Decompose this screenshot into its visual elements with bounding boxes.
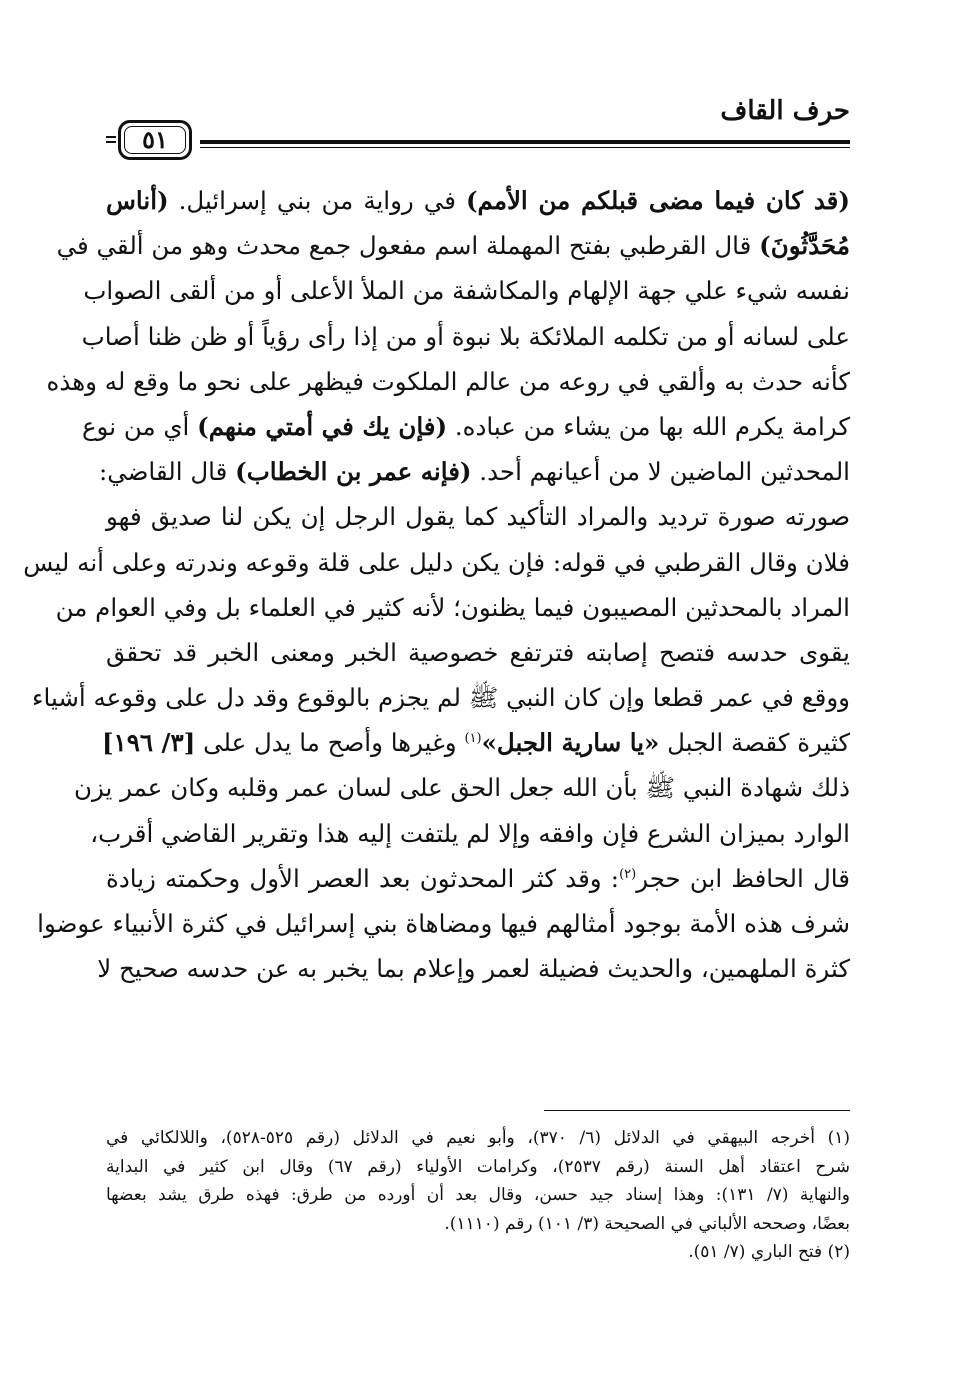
text-line: كرامة يكرم الله بها من يشاء من عباده. (فإن يك في أمتي منهم) أي من نوع <box>81 411 850 441</box>
text-line: المحدثين الماضين لا من أعيانهم أحد. (فإنه عمر بن الخطاب) قال القاضي: <box>98 457 850 487</box>
hadith-quote: (فإنه عمر بن الخطاب) <box>235 457 472 487</box>
header-rule <box>200 140 850 150</box>
text-line: يقوى حدسه فتصح إصابته فترتفع خصوصية الخبر ومعنى الخبر قد تحقق <box>106 637 850 667</box>
text-line: (قد كان فيما مضى قبلكم من الأمم) في رواية من بني إسرائيل. (أناس <box>106 186 850 215</box>
hadith-quote: «يا سارية الجبل» <box>481 728 660 758</box>
text-line: مُحَدَّثُونَ) قال القرطبي بفتح المهملة اسم مفعول جمع محدث وهو من ألقي في <box>56 231 850 261</box>
text-line: قال الحافظ ابن حجر$^{(٢)}$: وقد كثر المحدثون بعد العصر الأول وحكمته زيادة <box>106 863 850 893</box>
footnote-line: بعضًا، وصححه الألباني في الصحيحة (٣/ ١٠١) رقم (١١١٠). <box>444 1213 850 1234</box>
hadith-quote: (قد كان فيما مضى قبلكم من الأمم) <box>465 186 850 215</box>
header-rule-thin <box>200 147 850 148</box>
hadith-quote: مُحَدَّثُونَ) <box>759 231 850 261</box>
footnotes <box>106 1124 850 1267</box>
text-line: على لسانه أو من تكلمه الملائكة بلا نبوة أو من إذا رأى رؤياً أو ظن ظنا أصاب <box>81 321 850 351</box>
body-text <box>23 178 850 991</box>
footnote-line: (١) أخرجه البيهقي في الدلائل (٦/ ٣٧٠)، وأبو نعيم في الدلائل (رقم ٥٢٥-٥٢٨)، واللالكائي في <box>106 1128 850 1148</box>
footnote-line: شرح اعتقاد أهل السنة (رقم ٢٥٣٧)، وكرامات الأولياء (رقم ٦٧) وقال ابن كثير في البداية <box>106 1156 851 1177</box>
footnote-line: والنهاية (٧/ ١٣١): وهذا إسناد جيد حسن، وقال بعد أن أورده من طرق: فهذه طرق يشد بعضها <box>106 1185 850 1205</box>
volume-page-marker: [٣/ ١٩٦] <box>101 728 196 758</box>
header-rule-thick <box>200 140 850 144</box>
text-line: كثيرة كقصة الجبل «يا سارية الجبل»$^{(١)}$ وغيرها وأصح ما يدل على [٣/ ١٩٦] <box>101 728 850 758</box>
page-number: ٥١ <box>142 125 168 154</box>
text-line: المراد بالمحدثين المصيبون فيما يظنون؛ لأنه كثير في العلماء بل وفي العوام من <box>55 592 850 622</box>
text-line: صورته صورة ترديد والمراد التأكيد كما يقول الرجل إن يكن لنا صديق فهو <box>106 502 850 532</box>
page-number-frame <box>118 120 192 160</box>
footnote-line: (٢) فتح الباري (٧/ ٥١). <box>688 1242 850 1262</box>
text-line: فلان وقال القرطبي في قوله: فإن يكن دليل على قلة وقوعه وندرته وعلى أنه ليس <box>23 547 850 577</box>
hadith-quote: (أناس <box>106 186 169 215</box>
footnote-separator <box>544 1110 850 1111</box>
text-line: ووقع في عمر قطعا وإن كان النبي ﷺ لم يجزم بالوقوع وقد دل على وقوعه أشياء <box>32 683 850 713</box>
chapter-title: حرف القاف <box>720 96 850 126</box>
text-line: نفسه شيء علي جهة الإلهام والمكاشفة من الملأ الأعلى أو من ألقى الصواب <box>83 276 850 306</box>
footnote-ref: (١) <box>464 731 482 747</box>
text-line: الوارد بميزان الشرع فإن وافقه وإلا لم يلتفت إليه هذا وتقرير القاضي أقرب، <box>90 818 850 848</box>
text-line: كثرة الملهمين، والحديث فضيلة لعمر وإعلام بما يخبر به عن حدسه صحيح لا <box>97 954 850 984</box>
text-line: ذلك شهادة النبي ﷺ بأن الله جعل الحق على لسان عمر وقلبه وكان عمر يزن <box>74 773 850 803</box>
text-line: شرف هذه الأمة بوجود أمثالهم فيها ومضاهاة بني إسرائيل في كثرة الأنبياء عوضوا <box>37 909 850 938</box>
text-line: كأنه حدث به وألقي في روعه من عالم الملكوت فيظهر على نحو ما وقع له وهذه <box>46 366 850 396</box>
footnote-ref: (٢) <box>619 866 637 882</box>
hadith-quote: (فإن يك في أمتي منهم) <box>197 411 448 441</box>
header-rule-end-mark <box>106 136 116 144</box>
page-header <box>108 92 850 160</box>
